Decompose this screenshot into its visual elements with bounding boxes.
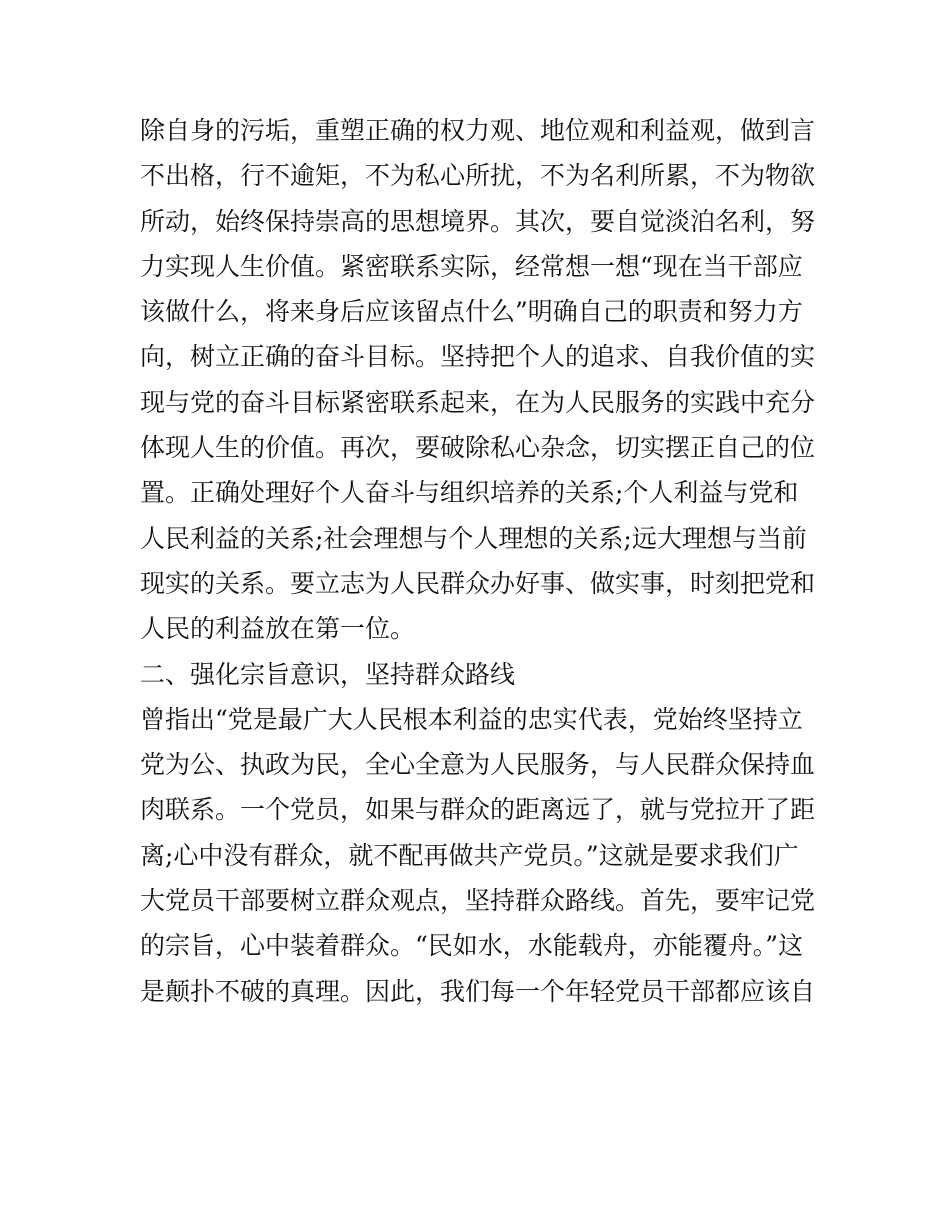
text-line: 现与党的奋斗目标紧密联系起来，在为人民服务的实践中充分 <box>140 387 816 417</box>
text-line: 离;心中没有群众，就不配再做共产党员。”这就是要求我们广 <box>140 840 799 870</box>
text-line: 力实现人生价值。紧密联系实际，经常想一想“现在当干部应 <box>140 251 803 281</box>
text-line: 置。正确处理好个人奋斗与组织培养的关系;个人利益与党和 <box>140 478 799 508</box>
text-line: 是颠扑不破的真理。因此，我们每一个年轻党员干部都应该自 <box>140 976 816 1006</box>
text-line: 体现人生的价值。再次，要破除私心杂念，切实摆正自己的位 <box>140 433 816 463</box>
text-line: 大党员干部要树立群众观点，坚持群众路线。首先，要牢记党 <box>140 886 816 916</box>
text-line: 向，树立正确的奋斗目标。坚持把个人的追求、自我价值的实 <box>140 342 816 372</box>
text-line: 人民利益的关系;社会理想与个人理想的关系;远大理想与当前 <box>140 523 807 553</box>
text-line: 人民的利益放在第一位。 <box>140 614 416 644</box>
text-line: 不出格，行不逾矩，不为私心所扰，不为名利所累，不为物欲 <box>140 161 816 191</box>
text-line: 所动，始终保持崇高的思想境界。其次，要自觉淡泊名利，努 <box>140 206 816 236</box>
text-line: 曾指出“党是最广大人民根本利益的忠实代表，党始终坚持立 <box>140 704 803 734</box>
text-line: 该做什么，将来身后应该留点什么”明确自己的职责和努力方 <box>140 297 803 327</box>
section-heading: 二、强化宗旨意识，坚持群众路线 <box>140 659 516 689</box>
text-line: 的宗旨，心中装着群众。“民如水，水能载舟，亦能覆舟。”这 <box>140 931 804 961</box>
text-line: 现实的关系。要立志为人民群众办好事、做实事，时刻把党和 <box>140 568 816 598</box>
body-text <box>140 108 820 1014</box>
text-line: 党为公、执政为民，全心全意为人民服务，与人民群众保持血 <box>140 750 816 780</box>
text-line: 肉联系。一个党员，如果与群众的距离远了，就与党拉开了距 <box>140 795 816 825</box>
text-line: 除自身的污垢，重塑正确的权力观、地位观和利益观，做到言 <box>140 116 816 145</box>
